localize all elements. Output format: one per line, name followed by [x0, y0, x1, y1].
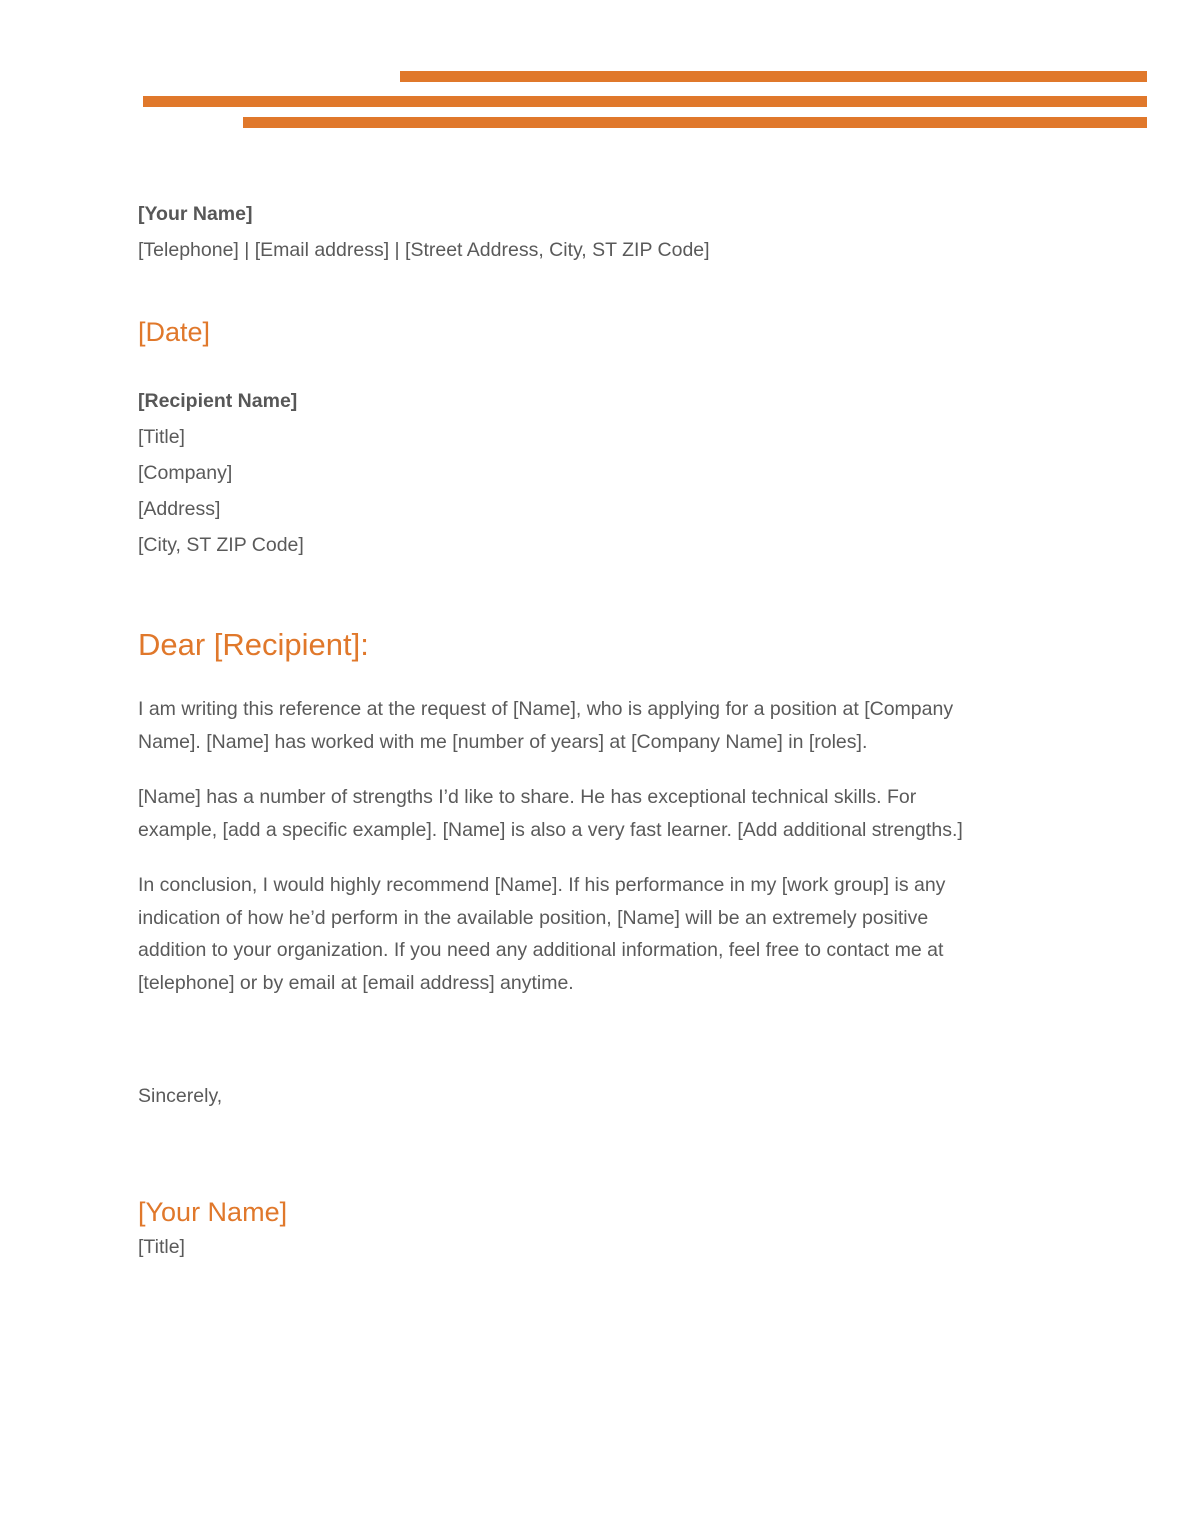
- body-paragraph-3: In conclusion, I would highly recommend [Name]. If his performance in my [work group] is any indication of how he’d perform in the available position, [Name] will be an extremely positive addition to your organization. If you need any additional information, feel free to contact me at [telephone] or by email at [email address] anytime.: [138, 874, 946, 994]
- salutation-text: Dear [Recipient]:: [138, 627, 369, 662]
- signature-block: [138, 1195, 1018, 1265]
- sender-contact: [Telephone] | [Email address] | [Street Address, City, ST ZIP Code]: [138, 239, 710, 261]
- recipient-city-state-zip: [City, ST ZIP Code]: [138, 534, 304, 556]
- body-paragraph-1: I am writing this reference at the request of [Name], who is applying for a position at [Company Name]. [Name] has worked with me [number of years] at [Company Name] in [roles].: [138, 698, 954, 753]
- recipient-name: [Recipient Name]: [138, 390, 298, 412]
- sender-block: [138, 196, 1018, 268]
- top-rule-icon: [400, 71, 1147, 82]
- date-block: [138, 315, 1018, 349]
- valediction-text: Sincerely,: [138, 1085, 223, 1107]
- sender-name: [Your Name]: [138, 203, 253, 225]
- recipient-block: [138, 383, 1018, 563]
- body-block: [138, 693, 973, 1022]
- date-field: [Date]: [138, 317, 211, 347]
- closing-block: [138, 1080, 1018, 1112]
- middle-rule-icon: [143, 96, 1147, 107]
- bottom-rule-icon: [243, 117, 1147, 128]
- header-rule-group: [0, 0, 1187, 140]
- salutation-block: [138, 626, 1018, 664]
- signature-title: [Title]: [138, 1236, 185, 1258]
- recipient-address: [Address]: [138, 498, 221, 520]
- body-paragraph-2: [Name] has a number of strengths I’d like to share. He has exceptional technical skills. For example, [add a specific example]. [Name] is also a very fast learner. [Add additional strengths.]: [138, 786, 963, 841]
- recipient-title: [Title]: [138, 426, 185, 448]
- recipient-company: [Company]: [138, 462, 233, 484]
- signature-name: [Your Name]: [138, 1197, 288, 1227]
